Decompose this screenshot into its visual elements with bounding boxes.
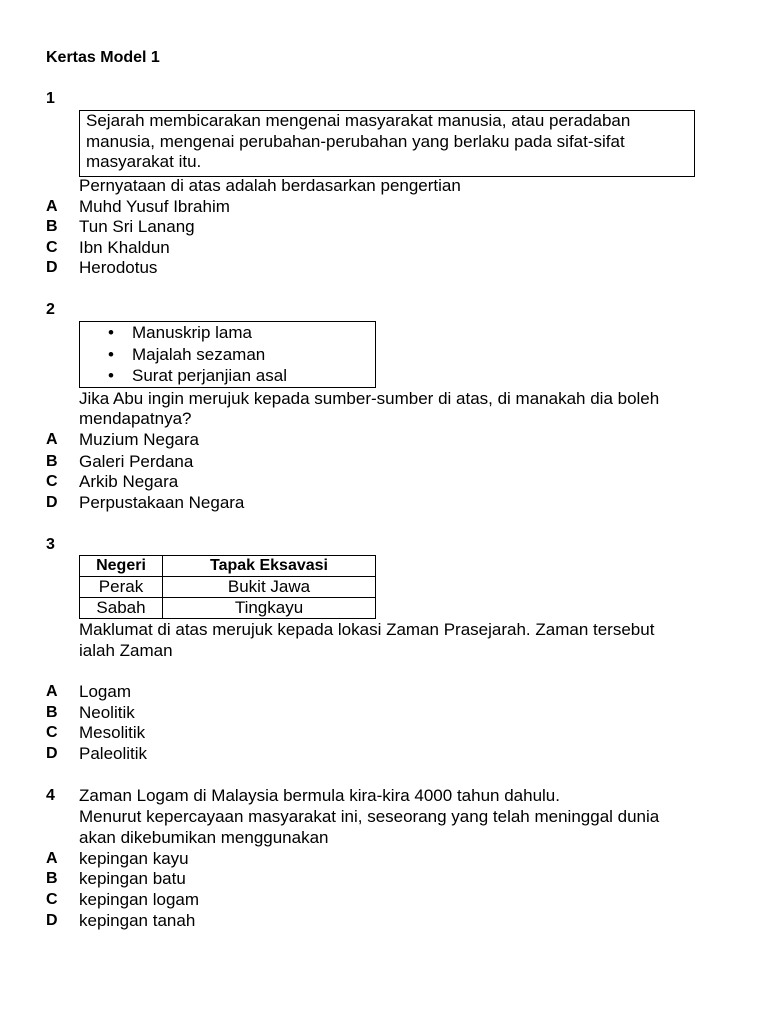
- question-1-source-box: [79, 110, 695, 177]
- bullet-icon: •: [108, 366, 114, 385]
- option-text: Paleolitik: [79, 744, 148, 763]
- option-letter: B: [46, 453, 58, 470]
- option-letter: C: [46, 239, 58, 256]
- question-number: 2: [46, 301, 55, 318]
- list-item-text: Manuskrip lama: [132, 323, 252, 342]
- option-text: kepingan logam: [79, 890, 200, 909]
- option-text: Arkib Negara: [79, 472, 179, 491]
- option-letter: D: [46, 745, 58, 762]
- question-number: 4: [46, 787, 55, 804]
- column-header: Tapak Eksavasi: [163, 556, 376, 577]
- question-4-stem-line: Zaman Logam di Malaysia bermula kira-kira 4000 tahun dahulu.: [79, 786, 560, 805]
- table-cell: Perak: [80, 577, 163, 598]
- option-letter: A: [46, 850, 58, 867]
- option-letter: B: [46, 870, 58, 887]
- option-letter: C: [46, 891, 58, 908]
- bullet-icon: •: [108, 323, 114, 342]
- question-2-stem-line: Jika Abu ingin merujuk kepada sumber-sumber di atas, di manakah dia boleh: [79, 389, 660, 408]
- list-item-text: Majalah sezaman: [132, 344, 266, 364]
- bullet-icon: •: [108, 344, 114, 364]
- option-letter: A: [46, 431, 58, 448]
- option-text: Muzium Negara: [79, 430, 199, 449]
- option-text: Logam: [79, 682, 131, 701]
- option-text: Mesolitik: [79, 723, 146, 742]
- source-list: [80, 322, 375, 387]
- option-text: Herodotus: [79, 258, 158, 277]
- option-text: kepingan tanah: [79, 911, 196, 930]
- option-letter: A: [46, 198, 58, 215]
- option-letter: C: [46, 724, 58, 741]
- table-cell: Sabah: [80, 598, 163, 619]
- option-text: Tun Sri Lanang: [79, 217, 195, 236]
- question-1-stem: Pernyataan di atas adalah berdasarkan pengertian: [79, 176, 461, 195]
- option-text: Neolitik: [79, 703, 135, 722]
- table-row: [80, 598, 376, 619]
- column-header: Negeri: [80, 556, 163, 577]
- option-text: Muhd Yusuf Ibrahim: [79, 197, 230, 216]
- option-text: Galeri Perdana: [79, 452, 194, 471]
- table-header-row: [80, 556, 376, 577]
- question-2-source-box: [79, 321, 376, 388]
- source-line: Sejarah membicarakan mengenai masyarakat manusia, atau peradaban: [86, 111, 631, 130]
- option-text: Ibn Khaldun: [79, 238, 170, 257]
- question-2-stem-line: mendapatnya?: [79, 409, 192, 428]
- option-letter: B: [46, 218, 58, 235]
- question-3-stem-line: Maklumat di atas merujuk kepada lokasi Zaman Prasejarah. Zaman tersebut: [79, 620, 655, 639]
- question-number: 3: [46, 536, 55, 553]
- list-item-text: Surat perjanjian asal: [132, 366, 287, 385]
- question-4-stem-line: akan dikebumikan menggunakan: [79, 828, 329, 847]
- question-4-stem-line: Menurut kepercayaan masyarakat ini, seseorang yang telah meninggal dunia: [79, 807, 660, 826]
- excavation-site-table: [79, 555, 376, 619]
- option-text: Perpustakaan Negara: [79, 493, 245, 512]
- page-title: Kertas Model 1: [46, 49, 160, 66]
- list-item: [108, 322, 375, 344]
- option-letter: C: [46, 473, 58, 490]
- table-cell: Bukit Jawa: [163, 577, 376, 598]
- option-letter: A: [46, 683, 58, 700]
- table-row: [80, 577, 376, 598]
- option-letter: D: [46, 494, 58, 511]
- question-3-stem-line: ialah Zaman: [79, 641, 173, 660]
- table-cell: Tingkayu: [163, 598, 376, 619]
- option-text: kepingan kayu: [79, 849, 189, 868]
- list-item: [108, 365, 375, 387]
- option-letter: D: [46, 259, 58, 276]
- source-line: masyarakat itu.: [86, 152, 202, 172]
- question-number: 1: [46, 90, 55, 107]
- option-letter: D: [46, 912, 58, 929]
- option-letter: B: [46, 704, 58, 721]
- list-item: [108, 344, 375, 366]
- option-text: kepingan batu: [79, 869, 186, 888]
- source-line: manusia, mengenai perubahan-perubahan yang berlaku pada sifat-sifat: [86, 131, 625, 151]
